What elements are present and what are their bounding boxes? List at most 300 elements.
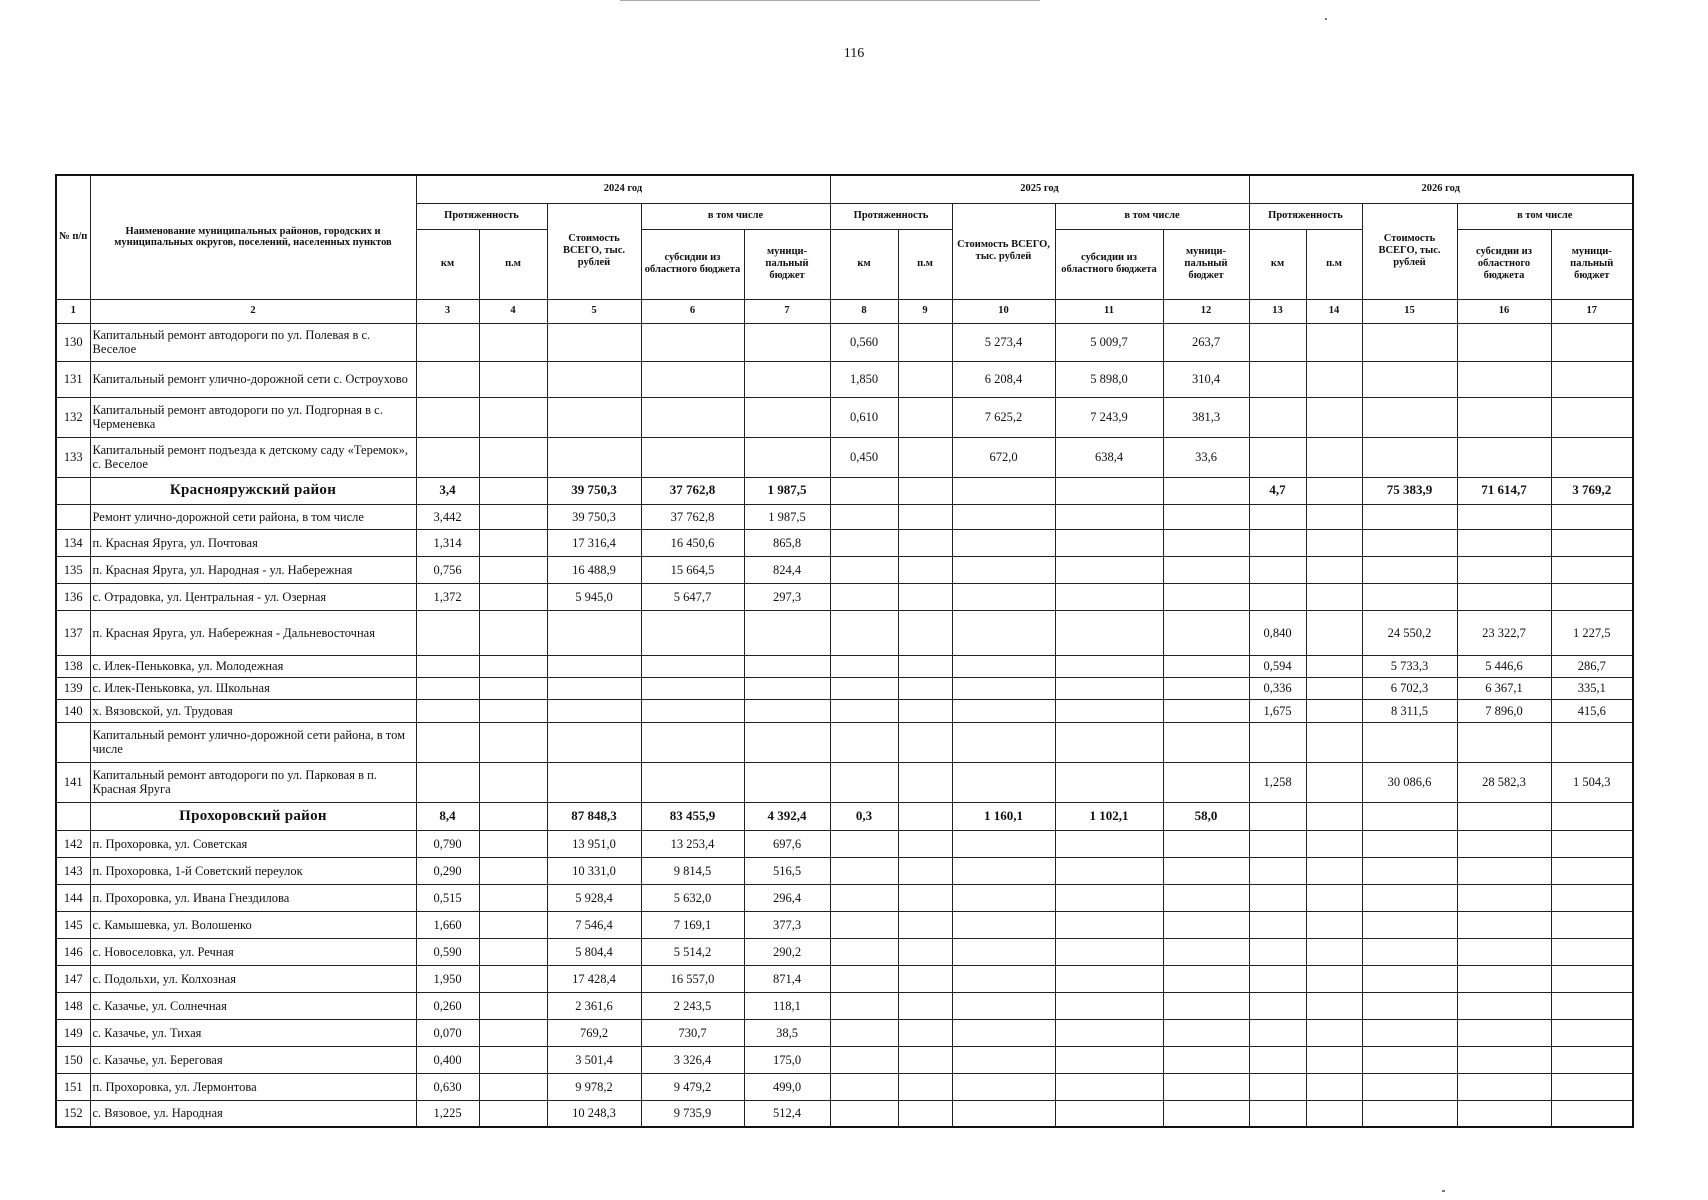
column-number: 4 [479,299,547,323]
cell-col-14 [1306,699,1362,722]
cell-col-9 [898,556,952,583]
cell-col-14 [1306,802,1362,830]
column-number-row [56,299,1633,323]
cell-col-10: 1 160,1 [952,802,1055,830]
table-row [56,857,1633,884]
cell-col-10 [952,938,1055,965]
cell-col-3: 3,4 [416,477,479,504]
cell-col-11 [1055,677,1163,699]
row-number [56,802,90,830]
cell-col-3 [416,699,479,722]
cell-col-14 [1306,323,1362,361]
cell-col-11 [1055,938,1163,965]
cell-col-9 [898,722,952,762]
object-name: х. Вязовской, ул. Трудовая [90,699,416,722]
cell-col-5 [547,722,641,762]
row-number: 143 [56,857,90,884]
cell-col-9 [898,802,952,830]
header-pm-2026: п.м [1306,229,1362,299]
cell-col-17 [1551,992,1633,1019]
cell-col-5 [547,610,641,655]
cell-col-9 [898,529,952,556]
cell-col-16 [1457,529,1551,556]
cell-col-16 [1457,1100,1551,1127]
table-row [56,556,1633,583]
cell-col-11 [1055,583,1163,610]
cell-col-4 [479,938,547,965]
cell-col-7: 175,0 [744,1046,830,1073]
cell-col-6 [641,361,744,397]
cell-col-13 [1249,722,1306,762]
cell-col-8 [830,699,898,722]
table-row [56,361,1633,397]
cell-col-15 [1362,437,1457,477]
cell-col-12 [1163,1100,1249,1127]
cell-col-8 [830,1046,898,1073]
cell-col-5 [547,323,641,361]
cell-col-8 [830,938,898,965]
cell-col-8 [830,830,898,857]
cell-col-17: 286,7 [1551,655,1633,677]
cell-col-5 [547,699,641,722]
header-length-2024: Протяженность [416,203,547,229]
object-name: с. Казачье, ул. Солнечная [90,992,416,1019]
cell-col-16: 7 896,0 [1457,699,1551,722]
header-length-2026: Протяженность [1249,203,1362,229]
cell-col-4 [479,529,547,556]
cell-col-11: 1 102,1 [1055,802,1163,830]
cell-col-16 [1457,1046,1551,1073]
cell-col-8 [830,504,898,529]
object-name: п. Прохоровка, ул. Лермонтова [90,1073,416,1100]
row-number [56,504,90,529]
object-name: с. Илек-Пеньковка, ул. Школьная [90,677,416,699]
cell-col-9 [898,361,952,397]
column-number: 6 [641,299,744,323]
cell-col-17: 1 504,3 [1551,762,1633,802]
cell-col-4 [479,361,547,397]
cell-col-12 [1163,610,1249,655]
cell-col-5: 10 331,0 [547,857,641,884]
cell-col-4 [479,437,547,477]
cell-col-3 [416,323,479,361]
cell-col-14 [1306,762,1362,802]
cell-col-17 [1551,323,1633,361]
cell-col-6 [641,699,744,722]
cell-col-5: 7 546,4 [547,911,641,938]
cell-col-10 [952,556,1055,583]
cell-col-5: 769,2 [547,1019,641,1046]
cell-col-3: 1,950 [416,965,479,992]
header-subsidy-2025: субсидии из областного бюджета [1055,229,1163,299]
cell-col-14 [1306,529,1362,556]
cell-col-6: 9 479,2 [641,1073,744,1100]
header-subsidy-2026: субсидии из областного бюджета [1457,229,1551,299]
object-name: с. Казачье, ул. Тихая [90,1019,416,1046]
cell-col-13 [1249,857,1306,884]
header-km-2025: км [830,229,898,299]
cell-col-16 [1457,722,1551,762]
row-number: 141 [56,762,90,802]
cell-col-14 [1306,884,1362,911]
table-row [56,610,1633,655]
cell-col-5: 13 951,0 [547,830,641,857]
cell-col-16: 28 582,3 [1457,762,1551,802]
cell-col-7: 290,2 [744,938,830,965]
cell-col-15 [1362,1046,1457,1073]
cell-col-12 [1163,1046,1249,1073]
cell-col-15: 6 702,3 [1362,677,1457,699]
cell-col-4 [479,965,547,992]
cell-col-4 [479,857,547,884]
cell-col-6: 15 664,5 [641,556,744,583]
cell-col-8 [830,655,898,677]
header-length-2025: Протяженность [830,203,952,229]
cell-col-17: 1 227,5 [1551,610,1633,655]
cell-col-14 [1306,911,1362,938]
cell-col-13 [1249,802,1306,830]
cell-col-3: 0,290 [416,857,479,884]
cell-col-6 [641,762,744,802]
row-number: 134 [56,529,90,556]
cell-col-15 [1362,397,1457,437]
cell-col-7: 697,6 [744,830,830,857]
cell-col-7: 1 987,5 [744,504,830,529]
cell-col-4 [479,1019,547,1046]
cell-col-15 [1362,556,1457,583]
cell-col-12 [1163,830,1249,857]
object-name: с. Подольхи, ул. Колхозная [90,965,416,992]
cell-col-11 [1055,655,1163,677]
cell-col-15 [1362,529,1457,556]
header-municipal-2025: муници-пальный бюджет [1163,229,1249,299]
cell-col-14 [1306,1100,1362,1127]
cell-col-7 [744,361,830,397]
cell-col-5: 5 945,0 [547,583,641,610]
cell-col-11 [1055,610,1163,655]
cell-col-13 [1249,583,1306,610]
cell-col-10: 6 208,4 [952,361,1055,397]
cell-col-8 [830,529,898,556]
row-number [56,477,90,504]
header-pm-2025: п.м [898,229,952,299]
cell-col-6 [641,677,744,699]
cell-col-17: 3 769,2 [1551,477,1633,504]
cell-col-5 [547,397,641,437]
table-row [56,529,1633,556]
cell-col-12 [1163,699,1249,722]
cell-col-9 [898,884,952,911]
table-row [56,1100,1633,1127]
row-number: 149 [56,1019,90,1046]
cell-col-5: 2 361,6 [547,992,641,1019]
cell-col-13 [1249,1073,1306,1100]
district-total-row [56,802,1633,830]
cell-col-6 [641,655,744,677]
cell-col-11 [1055,529,1163,556]
object-name: с. Отрадовка, ул. Центральная - ул. Озерная [90,583,416,610]
cell-col-12 [1163,857,1249,884]
cell-col-5: 10 248,3 [547,1100,641,1127]
cell-col-8 [830,992,898,1019]
cell-col-8 [830,965,898,992]
cell-col-13 [1249,556,1306,583]
cell-col-17 [1551,529,1633,556]
cell-col-4 [479,655,547,677]
cell-col-15: 24 550,2 [1362,610,1457,655]
cell-col-17 [1551,802,1633,830]
column-number: 1 [56,299,90,323]
header-num: № п/п [56,175,90,299]
cell-col-10: 672,0 [952,437,1055,477]
table-row [56,1046,1633,1073]
table-row [56,965,1633,992]
cell-col-17 [1551,911,1633,938]
cell-col-9 [898,655,952,677]
cell-col-10 [952,722,1055,762]
cell-col-10 [952,583,1055,610]
cell-col-4 [479,830,547,857]
cell-col-17: 415,6 [1551,699,1633,722]
cell-col-13: 1,258 [1249,762,1306,802]
cell-col-11 [1055,830,1163,857]
cell-col-9 [898,397,952,437]
header-cost-2024: Стоимость ВСЕГО, тыс. рублей [547,203,641,299]
cell-col-8 [830,884,898,911]
row-number: 135 [56,556,90,583]
cell-col-4 [479,762,547,802]
cell-col-15 [1362,992,1457,1019]
row-number [56,722,90,762]
header-year-2025: 2025 год [830,175,1249,203]
header-including-2025: в том числе [1055,203,1249,229]
cell-col-10 [952,965,1055,992]
cell-col-12 [1163,911,1249,938]
cell-col-17 [1551,857,1633,884]
cell-col-7 [744,437,830,477]
cell-col-13 [1249,938,1306,965]
cell-col-7: 865,8 [744,529,830,556]
cell-col-8: 0,610 [830,397,898,437]
cell-col-8 [830,1100,898,1127]
cell-col-3: 0,260 [416,992,479,1019]
cell-col-7: 377,3 [744,911,830,938]
cell-col-7: 38,5 [744,1019,830,1046]
page-number: 116 [843,46,865,61]
cell-col-4 [479,677,547,699]
cell-col-12: 310,4 [1163,361,1249,397]
cell-col-8 [830,762,898,802]
object-name: Капитальный ремонт улично-дорожной сети района, в том числе [90,722,416,762]
cell-col-9 [898,610,952,655]
table-row [56,722,1633,762]
cell-col-17 [1551,583,1633,610]
cell-col-16 [1457,830,1551,857]
cell-col-14 [1306,655,1362,677]
object-name: Капитальный ремонт автодороги по ул. Парковая в п. Красная Яруга [90,762,416,802]
cell-col-17 [1551,1073,1633,1100]
cell-col-9 [898,830,952,857]
object-name: п. Красная Яруга, ул. Набережная - Дальневосточная [90,610,416,655]
cell-col-17 [1551,397,1633,437]
cell-col-14 [1306,556,1362,583]
cell-col-13 [1249,1046,1306,1073]
cell-col-8 [830,477,898,504]
cell-col-14 [1306,397,1362,437]
cell-col-10 [952,655,1055,677]
scan-artifact-line [620,0,1040,1]
cell-col-13 [1249,529,1306,556]
header-municipal-2024: муници-пальный бюджет [744,229,830,299]
cell-col-11: 5 898,0 [1055,361,1163,397]
cell-col-4 [479,722,547,762]
cell-col-15: 75 383,9 [1362,477,1457,504]
cell-col-13: 0,594 [1249,655,1306,677]
cell-col-10 [952,911,1055,938]
header-year-2026: 2026 год [1249,175,1633,203]
column-number: 5 [547,299,641,323]
header-km-2024: км [416,229,479,299]
header-year-2024: 2024 год [416,175,830,203]
cell-col-4 [479,323,547,361]
cell-col-12 [1163,556,1249,583]
cell-col-5 [547,762,641,802]
cell-col-6: 37 762,8 [641,477,744,504]
cell-col-17 [1551,361,1633,397]
cell-col-7: 297,3 [744,583,830,610]
cell-col-4 [479,610,547,655]
object-name: п. Прохоровка, ул. Ивана Гнездилова [90,884,416,911]
cell-col-10 [952,1100,1055,1127]
road-repair-table [55,174,1634,1128]
cell-col-6: 5 647,7 [641,583,744,610]
cell-col-5: 9 978,2 [547,1073,641,1100]
cell-col-5 [547,677,641,699]
cell-col-4 [479,504,547,529]
cell-col-13 [1249,992,1306,1019]
header-subsidy-2024: субсидии из областного бюджета [641,229,744,299]
cell-col-13 [1249,965,1306,992]
cell-col-6: 7 169,1 [641,911,744,938]
cell-col-7 [744,397,830,437]
row-number: 146 [56,938,90,965]
object-name: Капитальный ремонт улично-дорожной сети с. Остроухово [90,361,416,397]
cell-col-8: 1,850 [830,361,898,397]
cell-col-13: 4,7 [1249,477,1306,504]
cell-col-3: 3,442 [416,504,479,529]
cell-col-7 [744,323,830,361]
cell-col-16 [1457,556,1551,583]
table-header [56,175,1633,323]
cell-col-16: 23 322,7 [1457,610,1551,655]
cell-col-13 [1249,361,1306,397]
cell-col-6 [641,397,744,437]
cell-col-11 [1055,504,1163,529]
cell-col-9 [898,1100,952,1127]
cell-col-13 [1249,1019,1306,1046]
column-number: 16 [1457,299,1551,323]
cell-col-3 [416,361,479,397]
cell-col-16 [1457,802,1551,830]
cell-col-12: 33,6 [1163,437,1249,477]
cell-col-16 [1457,884,1551,911]
cell-col-14 [1306,965,1362,992]
cell-col-6 [641,722,744,762]
object-name: с. Новоселовка, ул. Речная [90,938,416,965]
cell-col-10 [952,992,1055,1019]
cell-col-12: 263,7 [1163,323,1249,361]
cell-col-16 [1457,361,1551,397]
table-row [56,583,1633,610]
cell-col-17 [1551,1019,1633,1046]
cell-col-13: 1,675 [1249,699,1306,722]
cell-col-3 [416,762,479,802]
cell-col-7: 118,1 [744,992,830,1019]
cell-col-11 [1055,884,1163,911]
cell-col-16: 71 614,7 [1457,477,1551,504]
cell-col-10 [952,610,1055,655]
cell-col-9 [898,1073,952,1100]
row-number: 138 [56,655,90,677]
cell-col-17 [1551,437,1633,477]
cell-col-14 [1306,992,1362,1019]
cell-col-11: 638,4 [1055,437,1163,477]
table-row [56,762,1633,802]
cell-col-6: 730,7 [641,1019,744,1046]
cell-col-15 [1362,802,1457,830]
row-number: 145 [56,911,90,938]
cell-col-9 [898,504,952,529]
cell-col-3: 0,630 [416,1073,479,1100]
cell-col-11 [1055,1073,1163,1100]
cell-col-15 [1362,1019,1457,1046]
column-number: 9 [898,299,952,323]
row-number: 152 [56,1100,90,1127]
cell-col-15 [1362,323,1457,361]
cell-col-5: 39 750,3 [547,477,641,504]
column-number: 12 [1163,299,1249,323]
table-row [56,504,1633,529]
table-row [56,830,1633,857]
object-name: с. Илек-Пеньковка, ул. Молодежная [90,655,416,677]
row-number: 147 [56,965,90,992]
column-number: 10 [952,299,1055,323]
cell-col-14 [1306,583,1362,610]
cell-col-12 [1163,677,1249,699]
cell-col-10 [952,677,1055,699]
cell-col-12 [1163,1073,1249,1100]
cell-col-11 [1055,699,1163,722]
cell-col-11 [1055,857,1163,884]
object-name: п. Красная Яруга, ул. Народная - ул. Набережная [90,556,416,583]
cell-col-3: 0,590 [416,938,479,965]
header-km-2026: км [1249,229,1306,299]
cell-col-6: 9 735,9 [641,1100,744,1127]
cell-col-15 [1362,938,1457,965]
cell-col-6: 16 557,0 [641,965,744,992]
object-name: с. Казачье, ул. Береговая [90,1046,416,1073]
cell-col-10 [952,529,1055,556]
table-row [56,699,1633,722]
cell-col-14 [1306,1046,1362,1073]
cell-col-11 [1055,762,1163,802]
table-row [56,397,1633,437]
cell-col-16 [1457,965,1551,992]
cell-col-16 [1457,504,1551,529]
cell-col-14 [1306,504,1362,529]
cell-col-12 [1163,992,1249,1019]
cell-col-12 [1163,655,1249,677]
